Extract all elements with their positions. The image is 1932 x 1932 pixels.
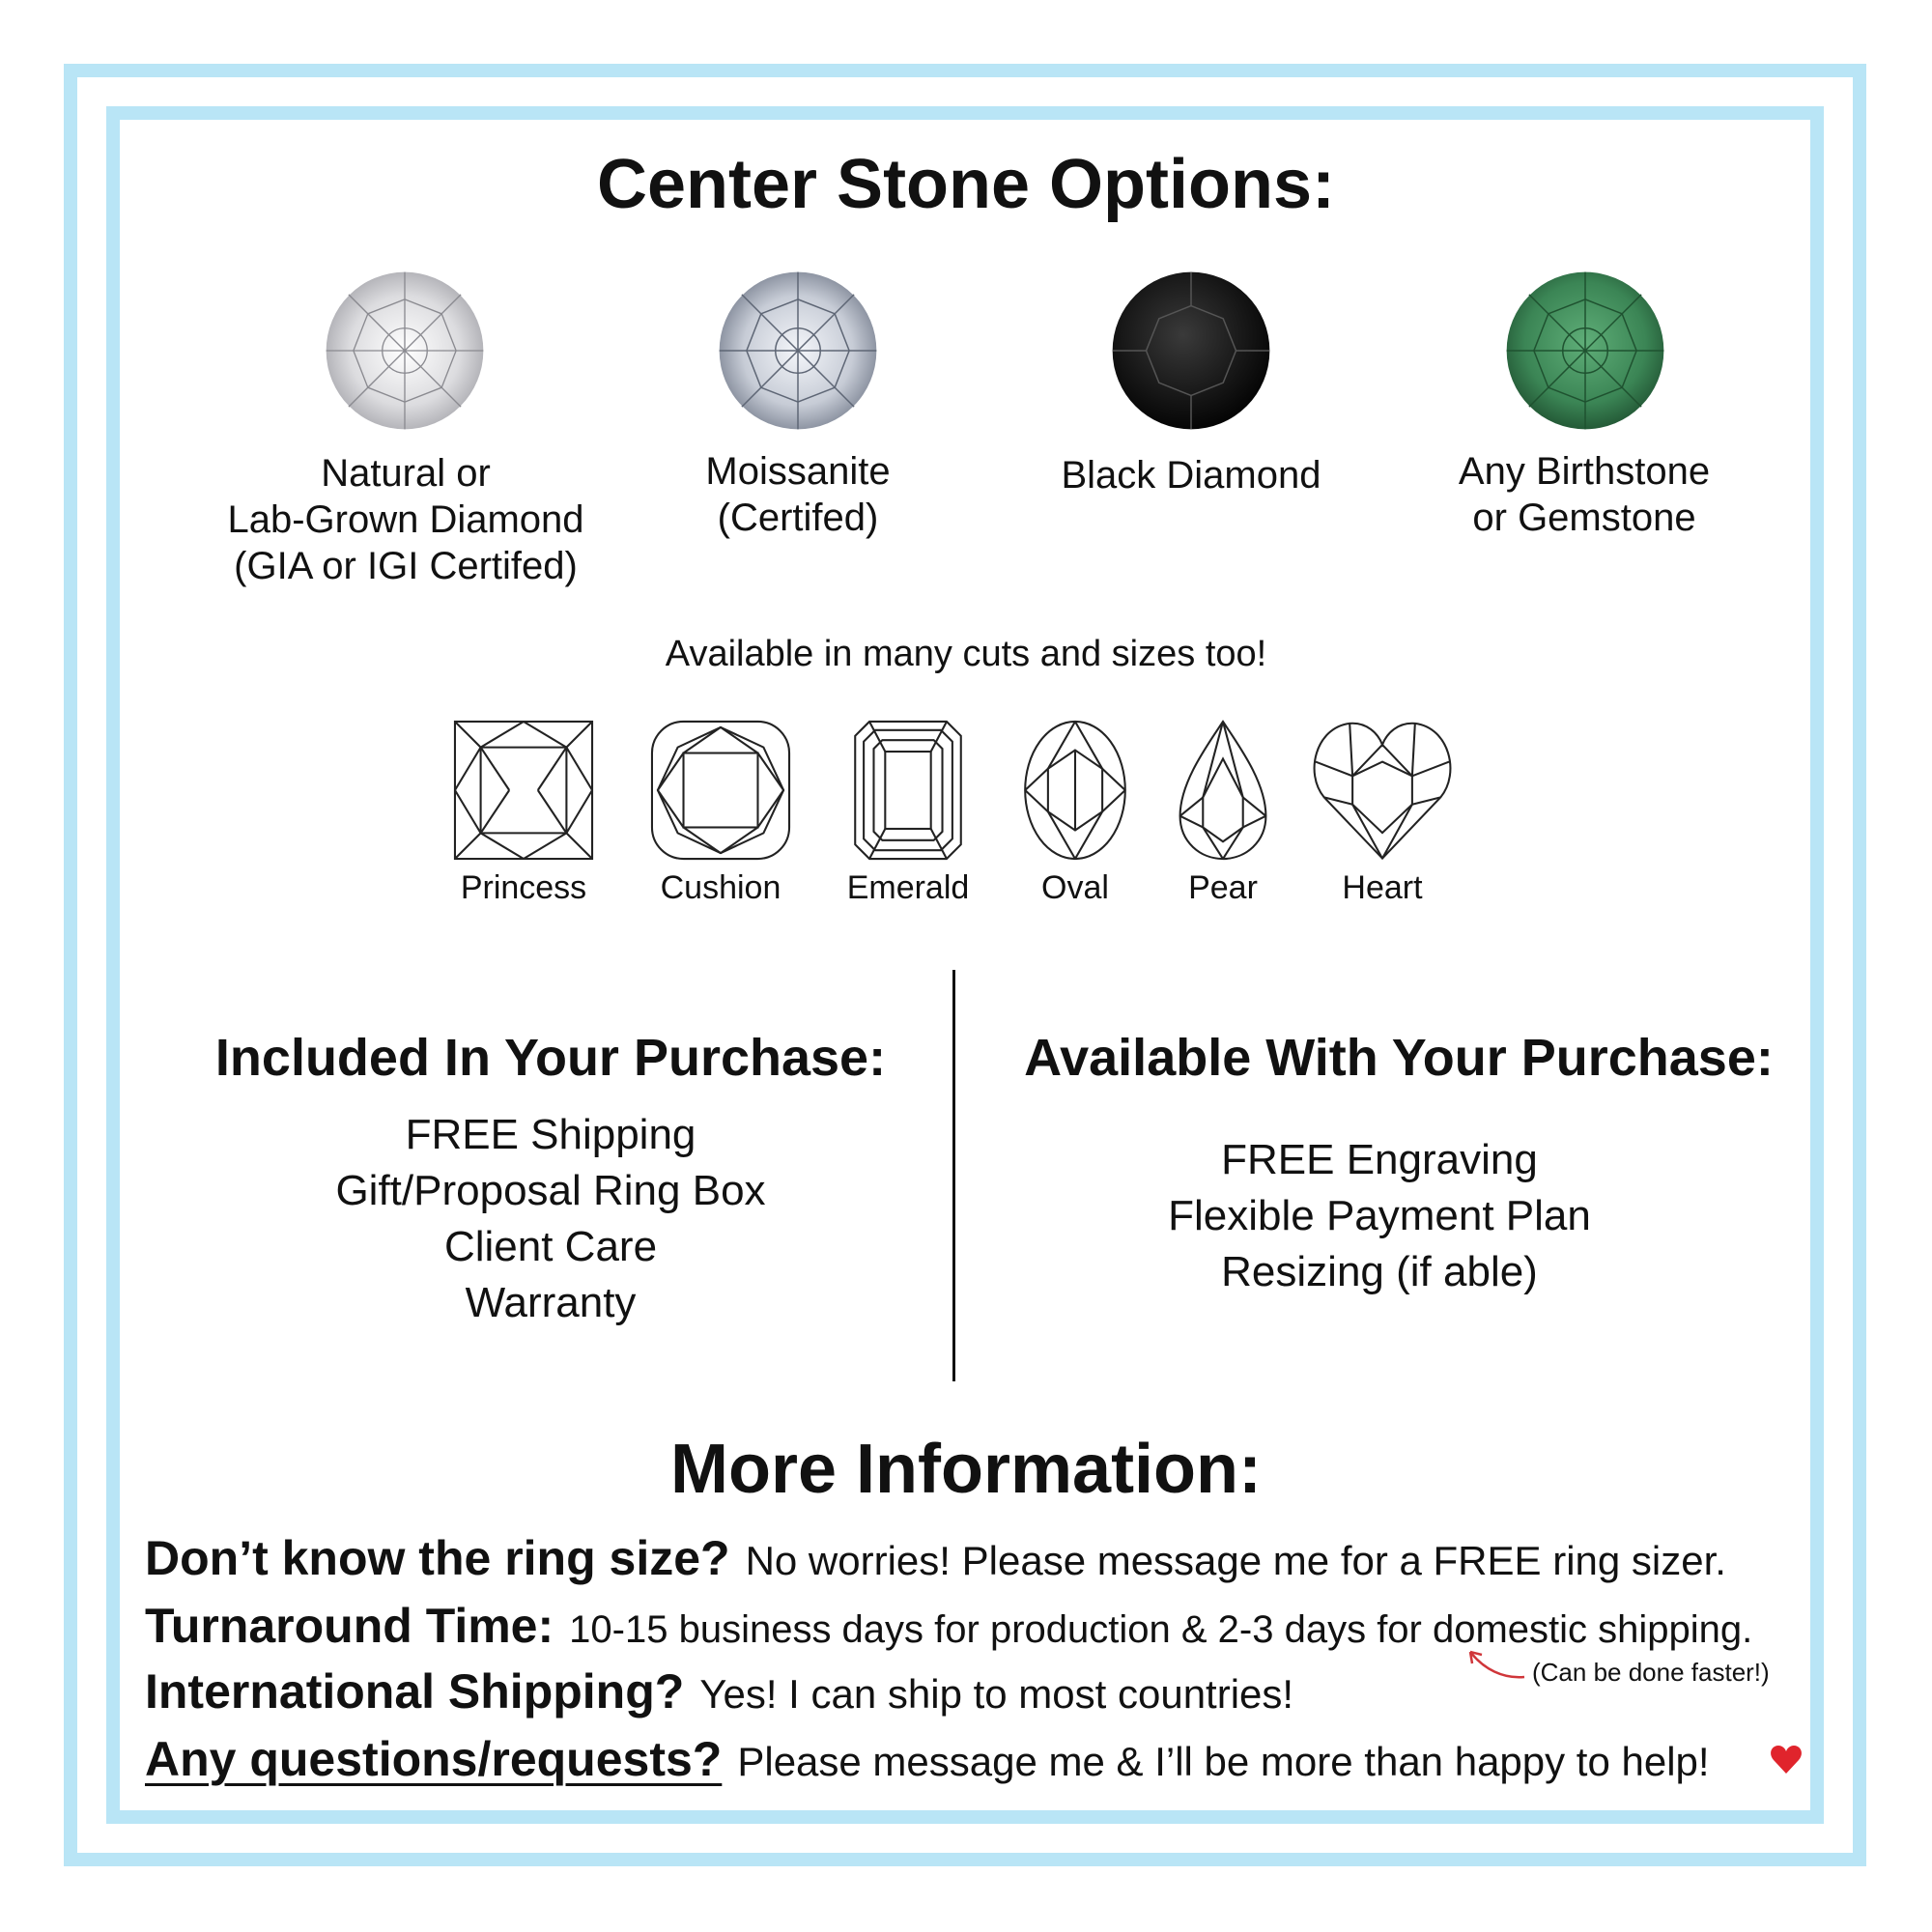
black-diamond-icon	[1111, 270, 1271, 431]
heart-cut-icon	[1310, 719, 1455, 862]
info-row-ring-size	[145, 1530, 1726, 1586]
cut-label-oval: Oval	[1041, 869, 1109, 906]
available-list	[974, 1132, 1785, 1300]
more-info-heading: More Information:	[670, 1431, 1262, 1508]
available-item: Flexible Payment Plan	[1168, 1192, 1591, 1239]
included-item: Client Care	[443, 1223, 658, 1270]
info-value: No worries! Please message me for a FREE ring sizer.	[745, 1538, 1726, 1583]
faster-note: (Can be done faster!)	[1532, 1658, 1770, 1687]
stone-label-line: or Gemstone	[1472, 497, 1696, 539]
stone-label-line: (GIA or IGI Certifed)	[234, 545, 578, 587]
cut-label-heart: Heart	[1342, 869, 1423, 906]
stone-label-line: Moissanite	[705, 450, 891, 493]
available-item: Resizing (if able)	[1221, 1248, 1538, 1295]
included-item: Gift/Proposal Ring Box	[335, 1167, 766, 1214]
page-title: Center Stone Options:	[596, 146, 1335, 223]
pear-cut-icon	[1177, 719, 1269, 862]
info-label: Don’t know the ring size?	[145, 1531, 730, 1585]
stone-label-moissanite	[595, 448, 1001, 541]
cut-label-cushion: Cushion	[660, 869, 781, 906]
info-row-international	[145, 1663, 1293, 1719]
cut-label-pear: Pear	[1188, 869, 1258, 906]
included-item: Warranty	[465, 1279, 637, 1326]
info-row-questions	[145, 1731, 1710, 1787]
info-label: Any questions/requests?	[145, 1732, 723, 1786]
princess-cut-icon	[452, 719, 595, 862]
stone-label-line: Lab-Grown Diamond	[227, 498, 584, 541]
stone-label-diamond	[184, 450, 628, 589]
moissanite-icon	[718, 270, 878, 431]
cuts-intro: Available in many cuts and sizes too!	[665, 634, 1267, 674]
oval-cut-icon	[1022, 719, 1128, 862]
stone-label-line: Any Birthstone	[1458, 450, 1711, 493]
available-heading: Available With Your Purchase:	[1024, 1029, 1774, 1087]
white-diamond-icon	[325, 270, 485, 431]
note-arrow-icon	[1464, 1646, 1526, 1690]
stone-label-line: Black Diamond	[1061, 454, 1321, 497]
stone-label-black-diamond	[988, 452, 1394, 498]
included-heading: Included In Your Purchase:	[214, 1029, 887, 1087]
info-label: Turnaround Time:	[145, 1599, 554, 1653]
included-list	[145, 1107, 956, 1331]
stone-label-line: Natural or	[321, 452, 491, 495]
info-value: Please message me & I’ll be more than happy to help!	[737, 1739, 1710, 1784]
red-heart-icon	[1770, 1745, 1803, 1780]
info-value: Yes! I can ship to most countries!	[699, 1671, 1294, 1717]
cushion-cut-icon	[649, 719, 792, 862]
stone-label-gemstone	[1381, 448, 1787, 541]
cut-label-princess: Princess	[460, 869, 587, 906]
cut-label-emerald: Emerald	[846, 869, 970, 906]
included-item: FREE Shipping	[405, 1111, 696, 1158]
info-value: 10-15 business days for production & 2-3 days for domestic shipping.	[569, 1608, 1753, 1651]
green-gemstone-icon	[1505, 270, 1665, 431]
stone-label-line: (Certifed)	[717, 497, 879, 539]
info-label: International Shipping?	[145, 1664, 685, 1719]
emerald-cut-icon	[852, 719, 964, 862]
available-item: FREE Engraving	[1221, 1136, 1538, 1183]
